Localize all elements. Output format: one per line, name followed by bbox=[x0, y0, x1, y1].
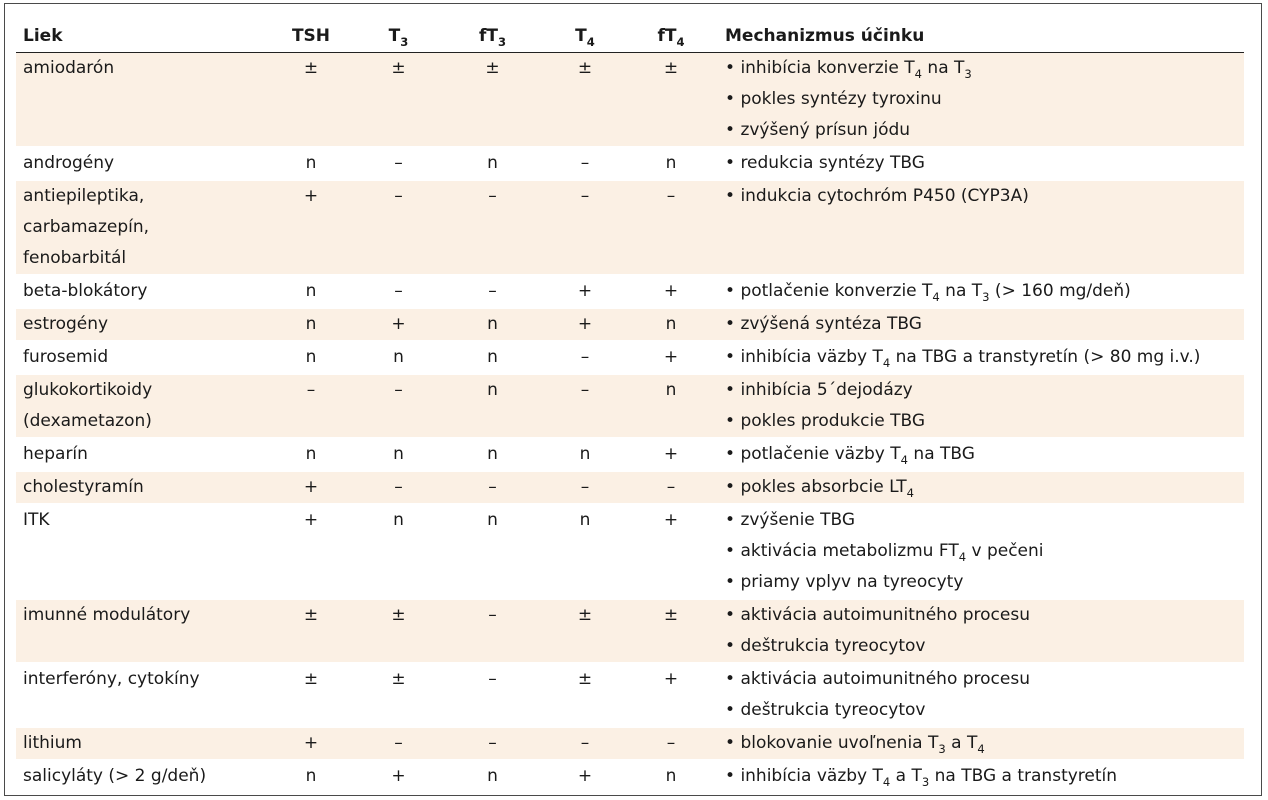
ft3-effect-cell: n bbox=[446, 341, 539, 374]
t4-effect-cell: ± bbox=[539, 663, 631, 727]
drug-name-cell: imunné modulátory bbox=[16, 599, 271, 663]
t4-effect-cell: + bbox=[539, 275, 631, 308]
tsh-effect-cell: n bbox=[271, 760, 351, 793]
drug-name-cell: beta-blokátory bbox=[16, 275, 271, 308]
t4-effect-cell: – bbox=[539, 374, 631, 438]
ft3-effect-cell: n bbox=[446, 308, 539, 341]
ft4-effect-cell: n bbox=[631, 374, 711, 438]
header-ft4: $fT_4$ bbox=[631, 19, 711, 53]
mechanism-bullet: • deštrukcia tyreocytov bbox=[725, 695, 1244, 726]
mechanism-bullet: • zvýšený prísun jódu bbox=[725, 115, 1244, 146]
t3-effect-cell: ± bbox=[351, 599, 446, 663]
drug-name-cell: interferóny, cytokíny bbox=[16, 663, 271, 727]
t4-effect-cell: – bbox=[539, 180, 631, 275]
table-row bbox=[16, 504, 1244, 599]
mechanism-cell bbox=[711, 374, 1244, 438]
table-row bbox=[16, 599, 1244, 663]
mechanism-bullet: • pokles absorbcie $LT_4$ bbox=[725, 472, 1244, 503]
table-row bbox=[16, 147, 1244, 180]
ft4-effect-cell: – bbox=[631, 180, 711, 275]
t3-effect-cell: – bbox=[351, 180, 446, 275]
ft4-effect-cell: – bbox=[631, 471, 711, 504]
tsh-effect-cell: – bbox=[271, 374, 351, 438]
table-body bbox=[16, 53, 1244, 794]
mechanism-bullet: • zvýšenie TBG bbox=[725, 505, 1244, 536]
t4-effect-cell: – bbox=[539, 341, 631, 374]
ft4-effect-cell: + bbox=[631, 663, 711, 727]
drug-name-cell: lithium bbox=[16, 727, 271, 760]
mechanism-bullet: • priamy vplyv na tyreocyty bbox=[725, 567, 1244, 598]
tsh-effect-cell: n bbox=[271, 438, 351, 471]
tsh-effect-cell: ± bbox=[271, 663, 351, 727]
mechanism-bullet: • aktivácia autoimunitného procesu bbox=[725, 664, 1244, 695]
drug-name-cell: estrogény bbox=[16, 308, 271, 341]
mechanism-cell bbox=[711, 53, 1244, 148]
mechanism-bullet: • potlačenie väzby $T_4$ na TBG bbox=[725, 439, 1244, 470]
t4-effect-cell: ± bbox=[539, 53, 631, 148]
ft3-effect-cell: – bbox=[446, 727, 539, 760]
t3-effect-cell: n bbox=[351, 341, 446, 374]
mechanism-bullet: • inhibícia konverzie $T_4$ na $T_3$ bbox=[725, 53, 1244, 84]
mechanism-bullet: • inhibícia 5´dejodázy bbox=[725, 375, 1244, 406]
table-row bbox=[16, 53, 1244, 148]
t4-effect-cell: n bbox=[539, 438, 631, 471]
t3-effect-cell: – bbox=[351, 147, 446, 180]
t3-effect-cell: + bbox=[351, 308, 446, 341]
header-ft3: $fT_3$ bbox=[446, 19, 539, 53]
tsh-effect-cell: n bbox=[271, 147, 351, 180]
tsh-effect-cell: ± bbox=[271, 599, 351, 663]
drug-name-cell: cholestyramín bbox=[16, 471, 271, 504]
tsh-effect-cell: + bbox=[271, 180, 351, 275]
t3-effect-cell: + bbox=[351, 760, 446, 793]
ft3-effect-cell: – bbox=[446, 275, 539, 308]
ft4-effect-cell: n bbox=[631, 147, 711, 180]
table-frame bbox=[4, 3, 1262, 796]
ft3-effect-cell: – bbox=[446, 471, 539, 504]
ft3-effect-cell: n bbox=[446, 147, 539, 180]
t4-effect-cell: + bbox=[539, 760, 631, 793]
ft4-effect-cell: ± bbox=[631, 599, 711, 663]
header-row bbox=[16, 19, 1244, 53]
table-row bbox=[16, 374, 1244, 438]
ft4-effect-cell: – bbox=[631, 727, 711, 760]
mechanism-cell bbox=[711, 760, 1244, 793]
header-t4: $T_4$ bbox=[539, 19, 631, 53]
table-row bbox=[16, 275, 1244, 308]
t3-effect-cell: – bbox=[351, 471, 446, 504]
ft4-effect-cell: n bbox=[631, 308, 711, 341]
mechanism-cell bbox=[711, 438, 1244, 471]
ft4-effect-cell: ± bbox=[631, 53, 711, 148]
mechanism-cell bbox=[711, 308, 1244, 341]
t4-effect-cell: – bbox=[539, 147, 631, 180]
mechanism-bullet: • redukcia syntézy TBG bbox=[725, 148, 1244, 179]
t4-effect-cell: + bbox=[539, 308, 631, 341]
table-row bbox=[16, 727, 1244, 760]
ft3-effect-cell: n bbox=[446, 504, 539, 599]
table-row bbox=[16, 760, 1244, 793]
t3-effect-cell: – bbox=[351, 374, 446, 438]
header-mechanism: Mechanizmus účinku bbox=[711, 19, 1244, 53]
t3-effect-cell: n bbox=[351, 438, 446, 471]
mechanism-bullet: • potlačenie konverzie $T_4$ na $T_3$ (> 160 mg/deň) bbox=[725, 276, 1244, 307]
mechanism-cell bbox=[711, 341, 1244, 374]
mechanism-cell bbox=[711, 471, 1244, 504]
t3-effect-cell: ± bbox=[351, 53, 446, 148]
mechanism-bullet: • indukcia cytochróm P450 (CYP3A) bbox=[725, 181, 1244, 212]
header-drug: Liek bbox=[16, 19, 271, 53]
t4-effect-cell: – bbox=[539, 727, 631, 760]
ft4-effect-cell: + bbox=[631, 275, 711, 308]
mechanism-cell bbox=[711, 180, 1244, 275]
mechanism-cell bbox=[711, 504, 1244, 599]
mechanism-bullet: • inhibícia väzby $T_4$ na TBG a transtyretín (> 80 mg i.v.) bbox=[725, 342, 1244, 373]
drug-name-cell: androgény bbox=[16, 147, 271, 180]
table-row bbox=[16, 438, 1244, 471]
t3-effect-cell: – bbox=[351, 727, 446, 760]
t3-effect-cell: ± bbox=[351, 663, 446, 727]
tsh-effect-cell: ± bbox=[271, 53, 351, 148]
mechanism-bullet: • pokles syntézy tyroxinu bbox=[725, 84, 1244, 115]
mechanism-bullet: • inhibícia väzby $T_4$ a $T_3$ na TBG a transtyretín bbox=[725, 761, 1244, 792]
drug-name-cell: antiepileptika, carbamazepín, fenobarbitál bbox=[16, 180, 271, 275]
ft4-effect-cell: + bbox=[631, 504, 711, 599]
mechanism-bullet: • blokovanie uvoľnenia $T_3$ a $T_4$ bbox=[725, 728, 1244, 759]
table-row bbox=[16, 471, 1244, 504]
ft4-effect-cell: + bbox=[631, 341, 711, 374]
mechanism-cell bbox=[711, 663, 1244, 727]
t4-effect-cell: ± bbox=[539, 599, 631, 663]
header-tsh: TSH bbox=[271, 19, 351, 53]
t3-effect-cell: – bbox=[351, 275, 446, 308]
mechanism-cell bbox=[711, 727, 1244, 760]
tsh-effect-cell: n bbox=[271, 341, 351, 374]
table-row bbox=[16, 308, 1244, 341]
drug-name-cell: furosemid bbox=[16, 341, 271, 374]
drug-name-cell: glukokortikoidy (dexametazon) bbox=[16, 374, 271, 438]
ft4-effect-cell: n bbox=[631, 760, 711, 793]
header-t3: $T_3$ bbox=[351, 19, 446, 53]
drug-name-cell: heparín bbox=[16, 438, 271, 471]
mechanism-cell bbox=[711, 275, 1244, 308]
t3-effect-cell: n bbox=[351, 504, 446, 599]
ft3-effect-cell: – bbox=[446, 599, 539, 663]
ft3-effect-cell: – bbox=[446, 180, 539, 275]
tsh-effect-cell: + bbox=[271, 727, 351, 760]
mechanism-bullet: • zvýšená syntéza TBG bbox=[725, 309, 1244, 340]
tsh-effect-cell: + bbox=[271, 504, 351, 599]
tsh-effect-cell: n bbox=[271, 275, 351, 308]
mechanism-bullet: • aktivácia autoimunitného procesu bbox=[725, 600, 1244, 631]
table-row bbox=[16, 341, 1244, 374]
t4-effect-cell: n bbox=[539, 504, 631, 599]
ft3-effect-cell: n bbox=[446, 374, 539, 438]
mechanism-cell bbox=[711, 147, 1244, 180]
table-row bbox=[16, 663, 1244, 727]
mechanism-bullet: • deštrukcia tyreocytov bbox=[725, 631, 1244, 662]
mechanism-bullet: • pokles produkcie TBG bbox=[725, 406, 1244, 437]
drug-name-cell: amiodarón bbox=[16, 53, 271, 148]
drug-name-cell: ITK bbox=[16, 504, 271, 599]
drug-name-cell: salicyláty (> 2 g/deň) bbox=[16, 760, 271, 793]
mechanism-bullet: • aktivácia metabolizmu $FT_4$ v pečeni bbox=[725, 536, 1244, 567]
t4-effect-cell: – bbox=[539, 471, 631, 504]
drug-effects-table bbox=[16, 19, 1244, 794]
ft3-effect-cell: n bbox=[446, 438, 539, 471]
mechanism-cell bbox=[711, 599, 1244, 663]
tsh-effect-cell: + bbox=[271, 471, 351, 504]
ft4-effect-cell: + bbox=[631, 438, 711, 471]
ft3-effect-cell: n bbox=[446, 760, 539, 793]
tsh-effect-cell: n bbox=[271, 308, 351, 341]
table-row bbox=[16, 180, 1244, 275]
ft3-effect-cell: – bbox=[446, 663, 539, 727]
ft3-effect-cell: ± bbox=[446, 53, 539, 148]
